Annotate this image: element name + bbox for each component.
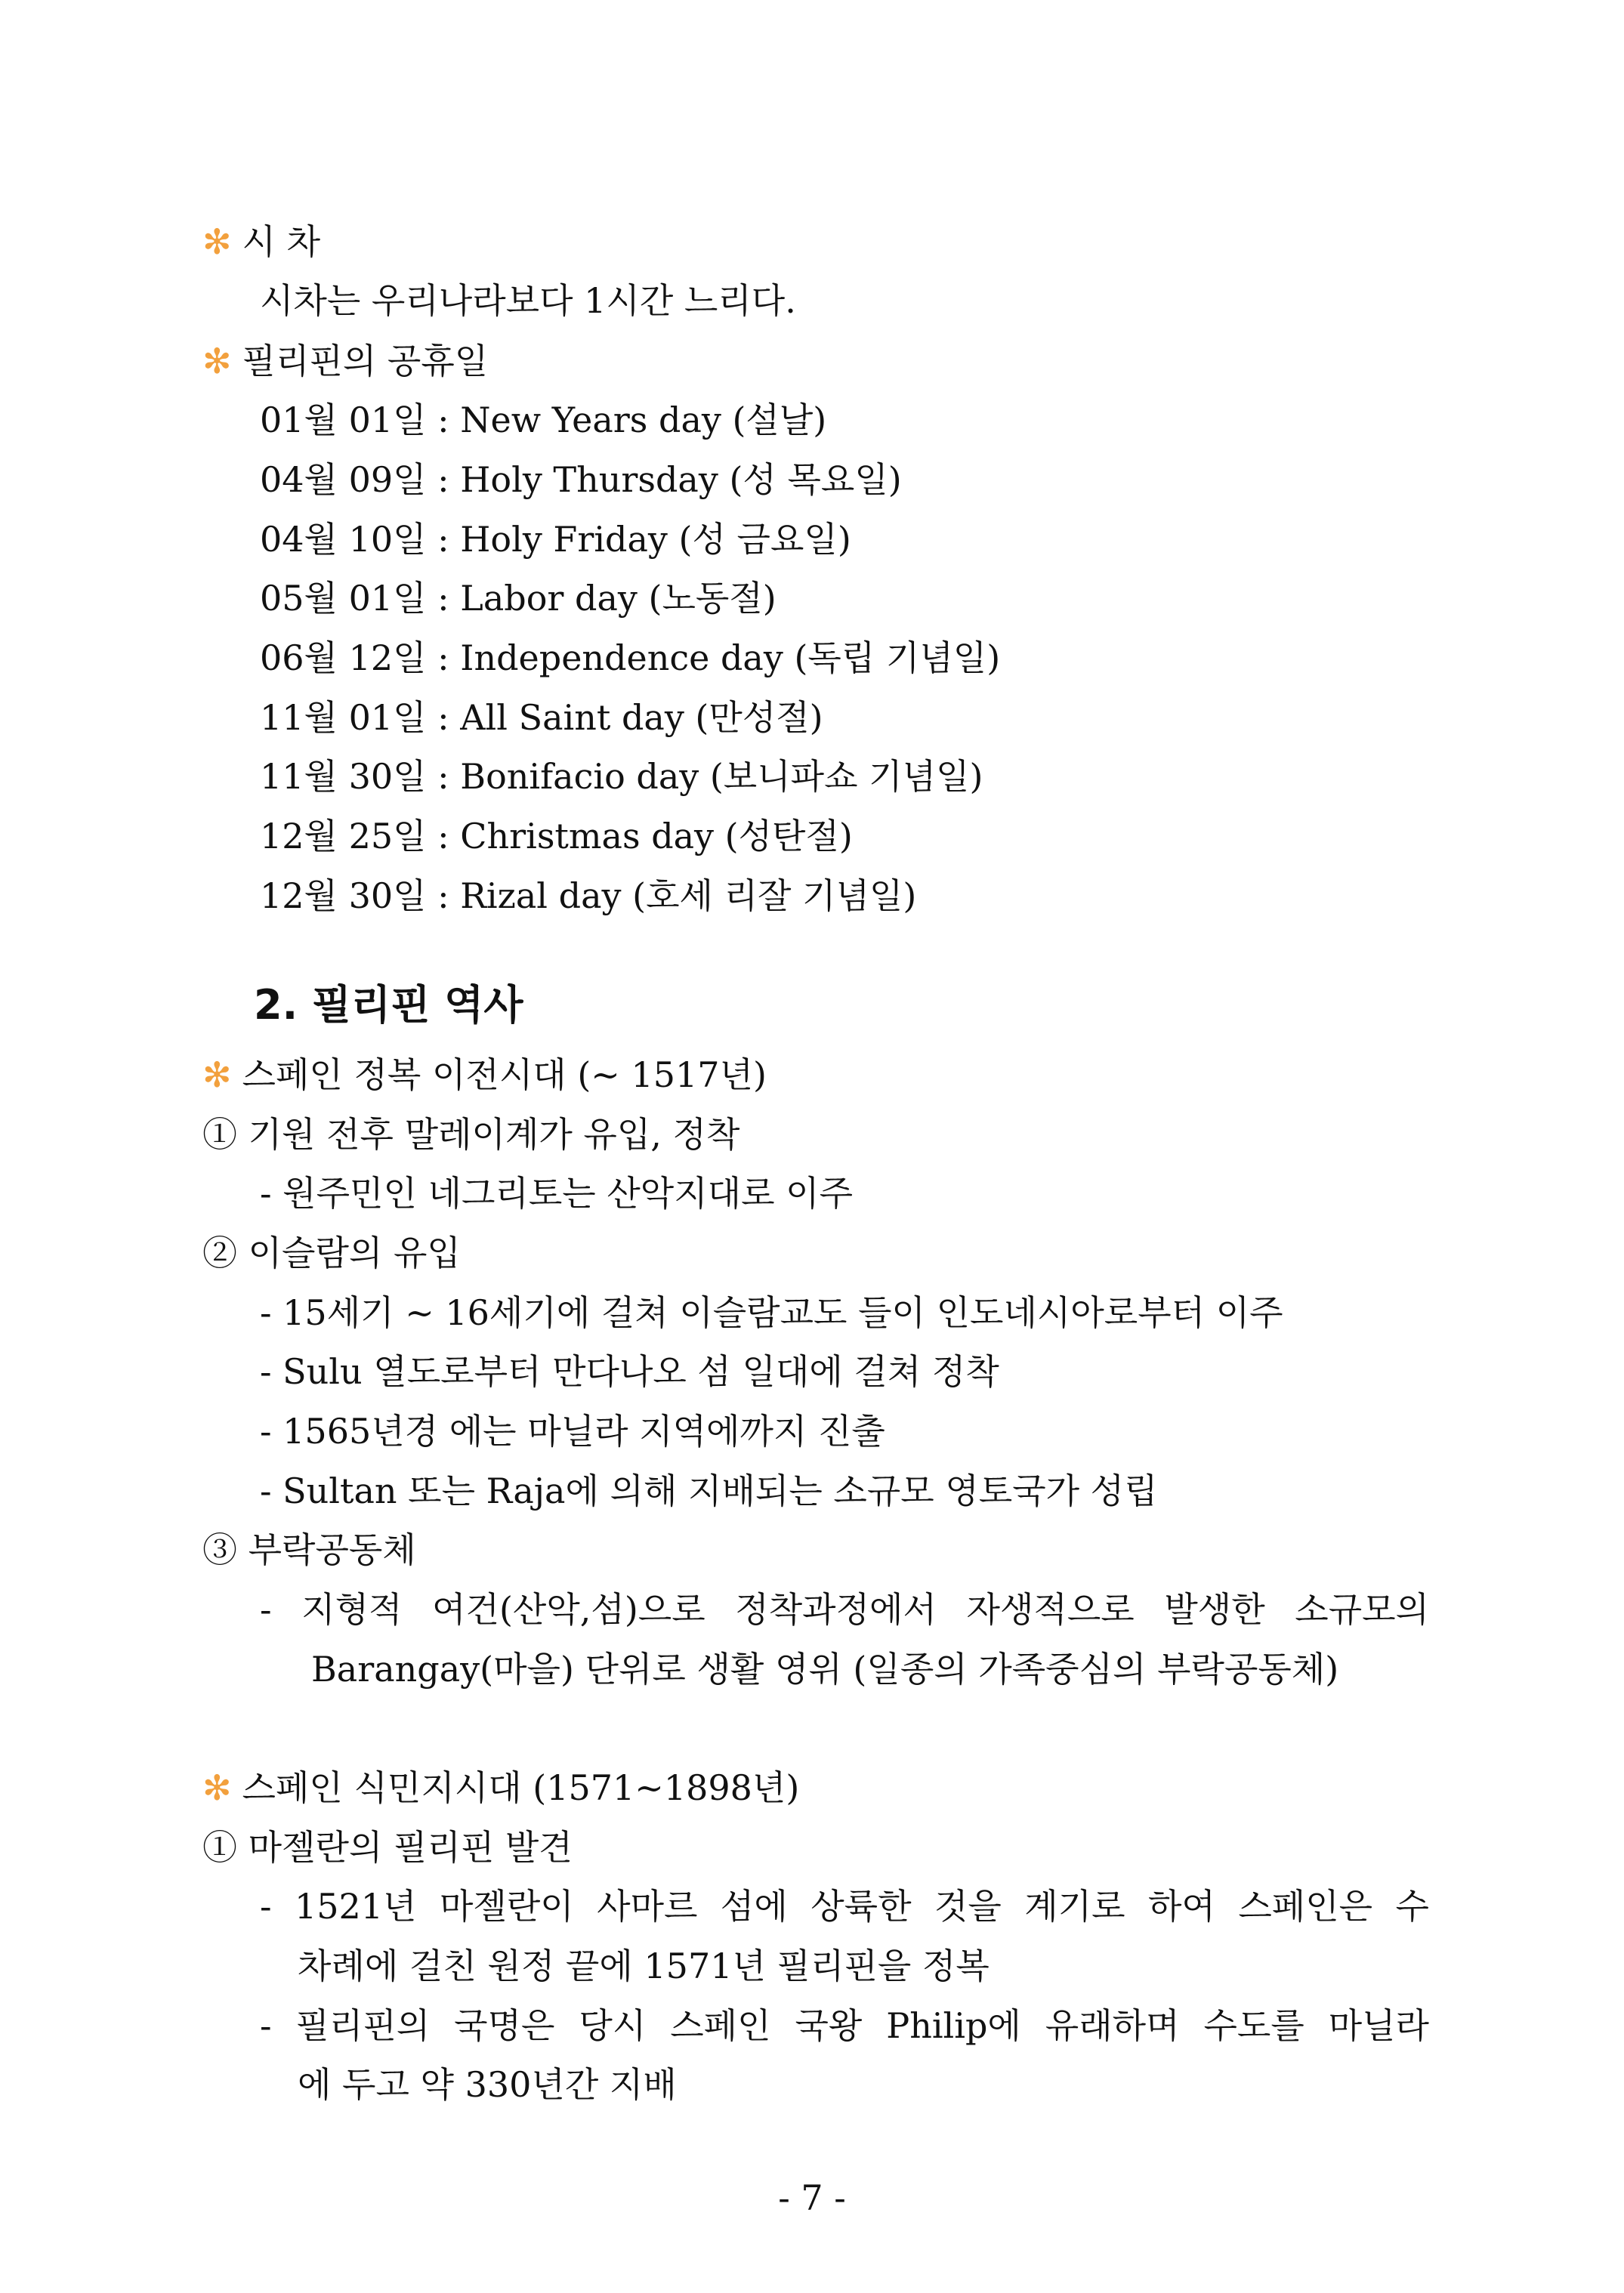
asterisk-bullet-icon: ✻	[202, 1054, 232, 1095]
holiday-item: 06월 12일 : Independence day (독립 기념일)	[260, 637, 1001, 678]
sub-item: - Sulu 열도로부터 만다나오 섬 일대에 걸쳐 정착	[260, 1351, 999, 1392]
list-item: ① 기원 전후 말레이계가 유입, 정착	[202, 1114, 740, 1155]
holiday-item: 05월 01일 : Labor day (노동절)	[260, 578, 776, 619]
section-holidays-title: ✻ 필리핀의 공휴일	[202, 341, 489, 381]
sub-item-continuation: Barangay(마을) 단위로 생활 영위 (일종의 가족중심의 부락공동체)	[311, 1649, 1339, 1690]
section-timezone-title: ✻ 시 차	[202, 221, 321, 262]
holiday-item: 04월 10일 : Holy Friday (성 금요일)	[260, 519, 851, 560]
sub-item: - 필리핀의 국명은 당시 스페인 국왕 Philip에 유래하며 수도를 마닐라	[260, 2005, 1429, 2046]
holiday-item: 11월 01일 : All Saint day (만성절)	[260, 697, 823, 738]
page-number: - 7 -	[778, 2177, 846, 2218]
asterisk-bullet-icon: ✻	[202, 1767, 232, 1808]
list-item: ③ 부락공동체	[202, 1529, 416, 1570]
sub-item: - 지형적 여건(산악,섬)으로 정착과정에서 자생적으로 발생한 소규모의	[260, 1589, 1429, 1630]
list-item: ② 이슬람의 유입	[202, 1233, 461, 1273]
sub-item: - 15세기 ~ 16세기에 걸쳐 이슬람교도 들이 인도네시아로부터 이주	[260, 1292, 1283, 1333]
sub-item: - 1565년경 에는 마닐라 지역에까지 진출	[260, 1411, 885, 1452]
holiday-item: 12월 25일 : Christmas day (성탄절)	[260, 816, 853, 856]
sub-item: - Sultan 또는 Raja에 의해 지배되는 소규모 영토국가 성립	[260, 1471, 1158, 1511]
asterisk-bullet-icon: ✻	[202, 341, 232, 381]
asterisk-bullet-icon: ✻	[202, 221, 232, 262]
spanish-era-title: ✻ 스페인 식민지시대 (1571~1898년)	[202, 1767, 800, 1808]
sub-item: - 원주민인 네그리토는 산악지대로 이주	[260, 1173, 854, 1214]
timezone-text: 시차는 우리나라보다 1시간 느리다.	[260, 280, 796, 321]
sub-item-continuation: 에 두고 약 330년간 지배	[298, 2064, 677, 2105]
section-heading-history: 2. 필리핀 역사	[254, 981, 523, 1029]
list-item: ① 마젤란의 필리핀 발견	[202, 1827, 573, 1868]
pre-spanish-title: ✻ 스페인 정복 이전시대 (~ 1517년)	[202, 1054, 767, 1095]
holiday-item: 04월 09일 : Holy Thursday (성 목요일)	[260, 459, 902, 500]
holiday-item: 12월 30일 : Rizal day (호세 리잘 기념일)	[260, 875, 917, 916]
holiday-item: 11월 30일 : Bonifacio day (보니파쇼 기념일)	[260, 756, 983, 797]
holiday-item: 01월 01일 : New Years day (설날)	[260, 400, 827, 440]
sub-item-continuation: 차례에 걸친 원정 끝에 1571년 필리핀을 정복	[298, 1946, 990, 1986]
sub-item: - 1521년 마젤란이 사마르 섬에 상륙한 것을 계기로 하여 스페인은 수	[260, 1886, 1429, 1927]
